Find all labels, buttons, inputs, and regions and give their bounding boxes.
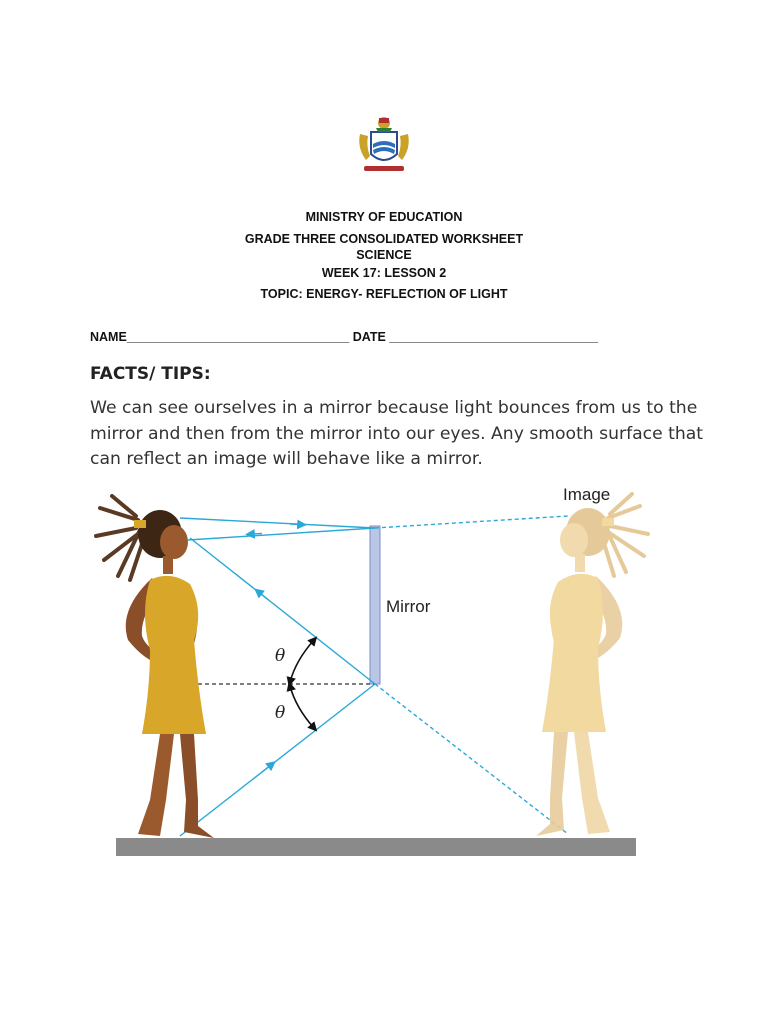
name-field[interactable]: ________________________________ [126, 330, 350, 344]
facts-heading: FACTS/ TIPS: [90, 364, 211, 384]
girl-reflection-image [536, 494, 648, 836]
mirror [370, 526, 380, 684]
mirror-reflection-diagram [80, 478, 660, 863]
girl-figure [96, 496, 214, 838]
image-label: Image [563, 485, 611, 504]
subject-title: SCIENCE [356, 248, 412, 262]
date-field[interactable]: ______________________________ [389, 330, 598, 344]
facts-paragraph: We can see ourselves in a mirror because light bounces from us to the mirror and then from the mirror into our eyes. Any smooth surface that can reflect an image will behave like a mirror. [90, 398, 704, 469]
topic-title: TOPIC: ENERGY- REFLECTION OF LIGHT [260, 287, 508, 301]
angle-theta-upper: θ [275, 646, 286, 666]
worksheet-title: GRADE THREE CONSOLIDATED WORKSHEET [244, 232, 524, 246]
date-label: DATE [352, 330, 386, 344]
floor [116, 838, 636, 856]
coat-of-arms-logo [354, 114, 414, 178]
ministry-title: MINISTRY OF EDUCATION [305, 210, 463, 224]
angle-theta-lower: θ [275, 703, 286, 723]
name-label: NAME [90, 330, 127, 344]
name-date-line [90, 330, 650, 344]
week-lesson: WEEK 17: LESSON 2 [321, 266, 447, 280]
mirror-label: Mirror [386, 597, 431, 616]
